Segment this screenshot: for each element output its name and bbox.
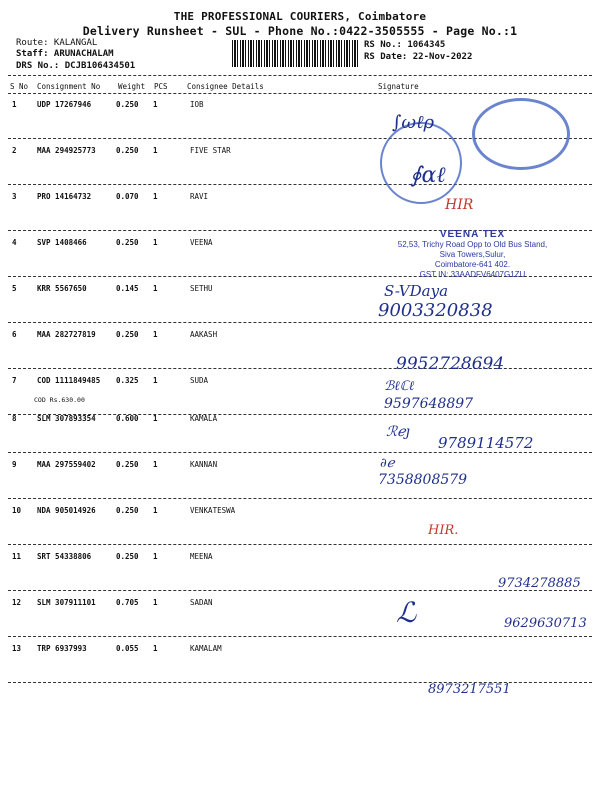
row-sno: 9: [12, 460, 17, 469]
row-pcs: 1: [153, 506, 158, 515]
row-consignee: SADAN: [190, 598, 213, 607]
row-weight: 0.145: [116, 284, 139, 293]
handwritten-phone: 9597648897: [384, 396, 474, 412]
signature-mark: ℛℯȷ: [386, 424, 410, 440]
row-sno: 5: [12, 284, 17, 293]
row-divider: [8, 498, 592, 499]
row-sno: 8: [12, 414, 17, 423]
row-pcs: 1: [153, 284, 158, 293]
row-sno: 1: [12, 100, 17, 109]
row-weight: 0.250: [116, 100, 139, 109]
row-consignee: IOB: [190, 100, 204, 109]
rs-date: RS Date: 22-Nov-2022: [364, 52, 473, 62]
row-consignment: PRO 14164732: [37, 192, 92, 201]
row-weight: 0.055: [116, 644, 139, 653]
row-consignee: SUDA: [190, 376, 209, 385]
row-sno: 7: [12, 376, 17, 385]
row-weight: 0.250: [116, 552, 139, 561]
handwritten-name: S-VDaya: [384, 282, 449, 300]
row-divider: [8, 184, 592, 185]
barcode: [232, 40, 358, 67]
row-sno: 12: [12, 598, 22, 607]
row-consignee: KAMALAM: [190, 644, 222, 653]
row-weight: 0.600: [116, 414, 139, 423]
row-consignment: SLM 307893354: [37, 414, 96, 423]
row-pcs: 1: [153, 238, 158, 247]
handwritten-note: HIR: [445, 197, 474, 213]
row-sno: 10: [12, 506, 22, 515]
row-weight: 0.070: [116, 192, 139, 201]
row-consignment: MAA 282727819: [37, 330, 96, 339]
round-stamp: [472, 98, 570, 170]
row-consignment: TRP 6937993: [37, 644, 87, 653]
stamp-line: Siva Towers,Sulur,: [439, 250, 506, 259]
row-pcs: 1: [153, 192, 158, 201]
handwritten-phone: 9952728694: [396, 354, 505, 374]
row-sno: 4: [12, 238, 17, 247]
col-consignee: Consignee Details: [187, 82, 264, 91]
row-sno: 13: [12, 644, 22, 653]
handwritten-phone: 9003320838: [378, 300, 493, 321]
row-weight: 0.250: [116, 506, 139, 515]
row-consignment: NDA 905014926: [37, 506, 96, 515]
row-weight: 0.250: [116, 238, 139, 247]
row-consignee: KAMALA: [190, 414, 218, 423]
divider: [8, 93, 592, 94]
rs-number: RS No.: 1064345: [364, 40, 446, 50]
signature-mark: ℒ: [396, 596, 417, 629]
row-divider: [8, 636, 592, 637]
veena-tex-stamp: [385, 229, 560, 280]
row-consignee: AAKASH: [190, 330, 218, 339]
row-pcs: 1: [153, 552, 158, 561]
row-consignment: SVP 1408466: [37, 238, 87, 247]
row-divider: [8, 452, 592, 453]
runsheet-title: Delivery Runsheet - SUL - Phone No.:0422-3505555 - Page No.:1: [82, 24, 518, 38]
divider: [8, 75, 592, 76]
row-consignment: COD 1111849485: [37, 376, 101, 385]
col-consignment: Consignment No: [37, 82, 101, 91]
row-consignee: RAVI: [190, 192, 209, 201]
row-consignee: MEENA: [190, 552, 213, 561]
row-consignment: KRR 5567650: [37, 284, 87, 293]
row-divider: [8, 544, 592, 545]
row-consignee: SETHU: [190, 284, 213, 293]
row-consignment: MAA 294925773: [37, 146, 96, 155]
handwritten-phone: 8973217551: [428, 682, 511, 697]
stamp-line: Coimbatore-641 402.: [434, 260, 511, 269]
row-sno: 11: [12, 552, 22, 561]
signature-mark: ∫ωℓρ: [392, 112, 435, 133]
row-pcs: 1: [153, 100, 158, 109]
handwritten-phone: 7358808579: [378, 472, 468, 488]
row-consignment: MAA 297559402: [37, 460, 96, 469]
row-pcs: 1: [153, 330, 158, 339]
signature-mark: ∮αℓ: [410, 163, 446, 188]
row-divider: [8, 368, 592, 369]
signature-mark: ℬℓℂℓ: [384, 379, 415, 394]
row-consignee: FIVE STAR: [190, 146, 231, 155]
row-divider: [8, 322, 592, 323]
row-sno: 3: [12, 192, 17, 201]
row-weight: 0.250: [116, 330, 139, 339]
row-consignment: UDP 17267946: [37, 100, 92, 109]
handwritten-note: HIR.: [428, 523, 459, 538]
handwritten-phone: 9629630713: [504, 616, 587, 631]
row-weight: 0.325: [116, 376, 139, 385]
handwritten-phone: 9789114572: [438, 434, 534, 452]
cod-note: COD Rs.630.00: [34, 396, 85, 404]
stamp-line: GST IN: 33AADFV6407G1ZU: [419, 270, 526, 279]
row-consignment: SRT 54338806: [37, 552, 92, 561]
company-title: THE PROFESSIONAL COURIERS, Coimbatore: [173, 10, 427, 23]
route-label: Route: KALANGAL: [16, 38, 98, 48]
row-consignee: VENKATESWA: [190, 506, 236, 515]
signature-mark: ∂ℯ: [380, 456, 395, 471]
row-sno: 6: [12, 330, 17, 339]
stamp-name: VEENA TEX: [439, 229, 506, 240]
row-consignee: KANNAN: [190, 460, 218, 469]
row-pcs: 1: [153, 598, 158, 607]
row-weight: 0.705: [116, 598, 139, 607]
col-signature: Signature: [378, 82, 419, 91]
row-weight: 0.250: [116, 146, 139, 155]
col-weight: Weight: [118, 82, 146, 91]
row-consignee: VEENA: [190, 238, 213, 247]
col-pcs: PCS: [154, 82, 168, 91]
row-pcs: 1: [153, 146, 158, 155]
col-sno: S No: [10, 82, 29, 91]
row-sno: 2: [12, 146, 17, 155]
row-pcs: 1: [153, 644, 158, 653]
drs-label: DRS No.: DCJB106434501: [16, 61, 136, 71]
stamp-line: 52,53, Trichy Road Opp to Old Bus Stand,: [397, 240, 548, 249]
row-pcs: 1: [153, 414, 158, 423]
staff-label: Staff: ARUNACHALAM: [16, 49, 114, 59]
row-pcs: 1: [153, 460, 158, 469]
row-weight: 0.250: [116, 460, 139, 469]
handwritten-phone: 9734278885: [498, 576, 581, 591]
row-consignment: SLM 307911101: [37, 598, 96, 607]
row-pcs: 1: [153, 376, 158, 385]
